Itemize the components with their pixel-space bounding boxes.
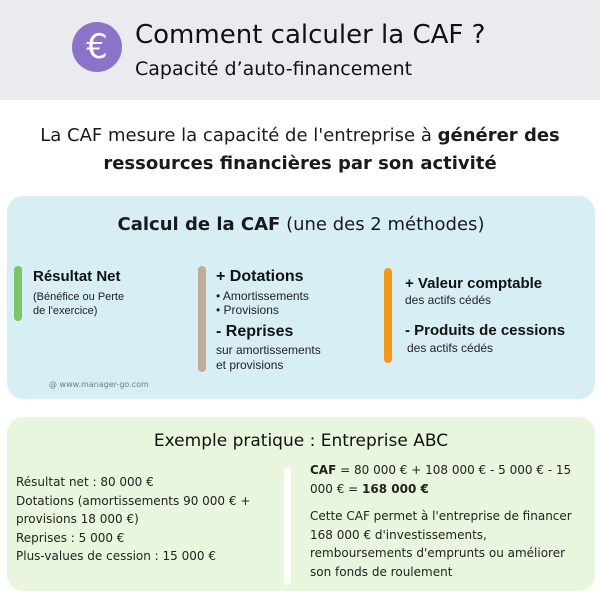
header-banner [0, 0, 600, 100]
example-input-line: provisions 18 000 €) [16, 512, 139, 526]
dotations-bullet-provisions: • Provisions [216, 303, 279, 317]
example-input-line: Dotations (amortissements 90 000 € + [16, 493, 251, 508]
calculation-title [7, 214, 595, 235]
formula-text: = 80 000 € + 108 000 € - 5 000 € - 15 000 € = [310, 463, 572, 496]
dotations-bar [198, 266, 206, 372]
euro-icon: € [72, 22, 122, 72]
formula-result: 168 000 € [362, 481, 429, 496]
produits-cessions-detail: des actifs cédés [407, 341, 494, 355]
calculation-title-bold: Calcul de la CAF [117, 214, 281, 235]
reprises-detail-1: sur amortissements [216, 343, 321, 357]
intro-text-bold: générer des ressources financières par son activité [103, 125, 560, 174]
page-title: Comment calculer la CAF ? [135, 20, 486, 50]
example-input-line: Reprises : 5 000 € [16, 530, 125, 545]
example-conclusion: Cette CAF permet à l'entreprise de financer 168 000 € d'investissements, remboursements d'emprunts ou améliorer son fonds de roulement [310, 509, 572, 579]
valeur-comptable-heading: + Valeur comptable [405, 275, 543, 292]
produits-cessions-heading: - Produits de cessions [405, 322, 566, 339]
example-formula [310, 461, 590, 498]
dotations-heading: + Dotations [216, 268, 304, 285]
calculation-panel [7, 196, 595, 399]
example-divider [284, 467, 291, 585]
valeur-comptable-bar [384, 268, 392, 363]
credit-text: @ www.manager-go.com [49, 380, 149, 389]
page-subtitle: Capacité d’auto-financement [135, 58, 413, 80]
example-panel [7, 417, 595, 591]
result-net-bar [14, 266, 22, 321]
example-inputs [16, 473, 250, 566]
result-net-detail-2: de l'exercice) [33, 305, 98, 317]
intro-text [20, 122, 580, 178]
intro-text-plain: La CAF mesure la capacité de l'entreprise à [40, 125, 438, 146]
calculation-title-rest: (une des 2 méthodes) [280, 214, 485, 235]
formula-label: CAF [310, 463, 337, 477]
dotations-bullet-amortissements: • Amortissements [216, 289, 309, 303]
example-title: Exemple pratique : Entreprise ABC [153, 431, 449, 451]
example-input-line: Plus-values de cession : 15 000 € [16, 549, 216, 563]
example-result [310, 461, 590, 581]
reprises-heading: - Reprises [216, 323, 294, 340]
result-net-heading: Résultat Net [33, 268, 121, 285]
result-net-detail-1: (Bénéfice ou Perte [33, 291, 125, 303]
example-input-line: Résultat net : 80 000 € [16, 475, 154, 489]
reprises-detail-2: et provisions [216, 358, 284, 372]
valeur-comptable-detail: des actifs cédés [405, 293, 492, 307]
